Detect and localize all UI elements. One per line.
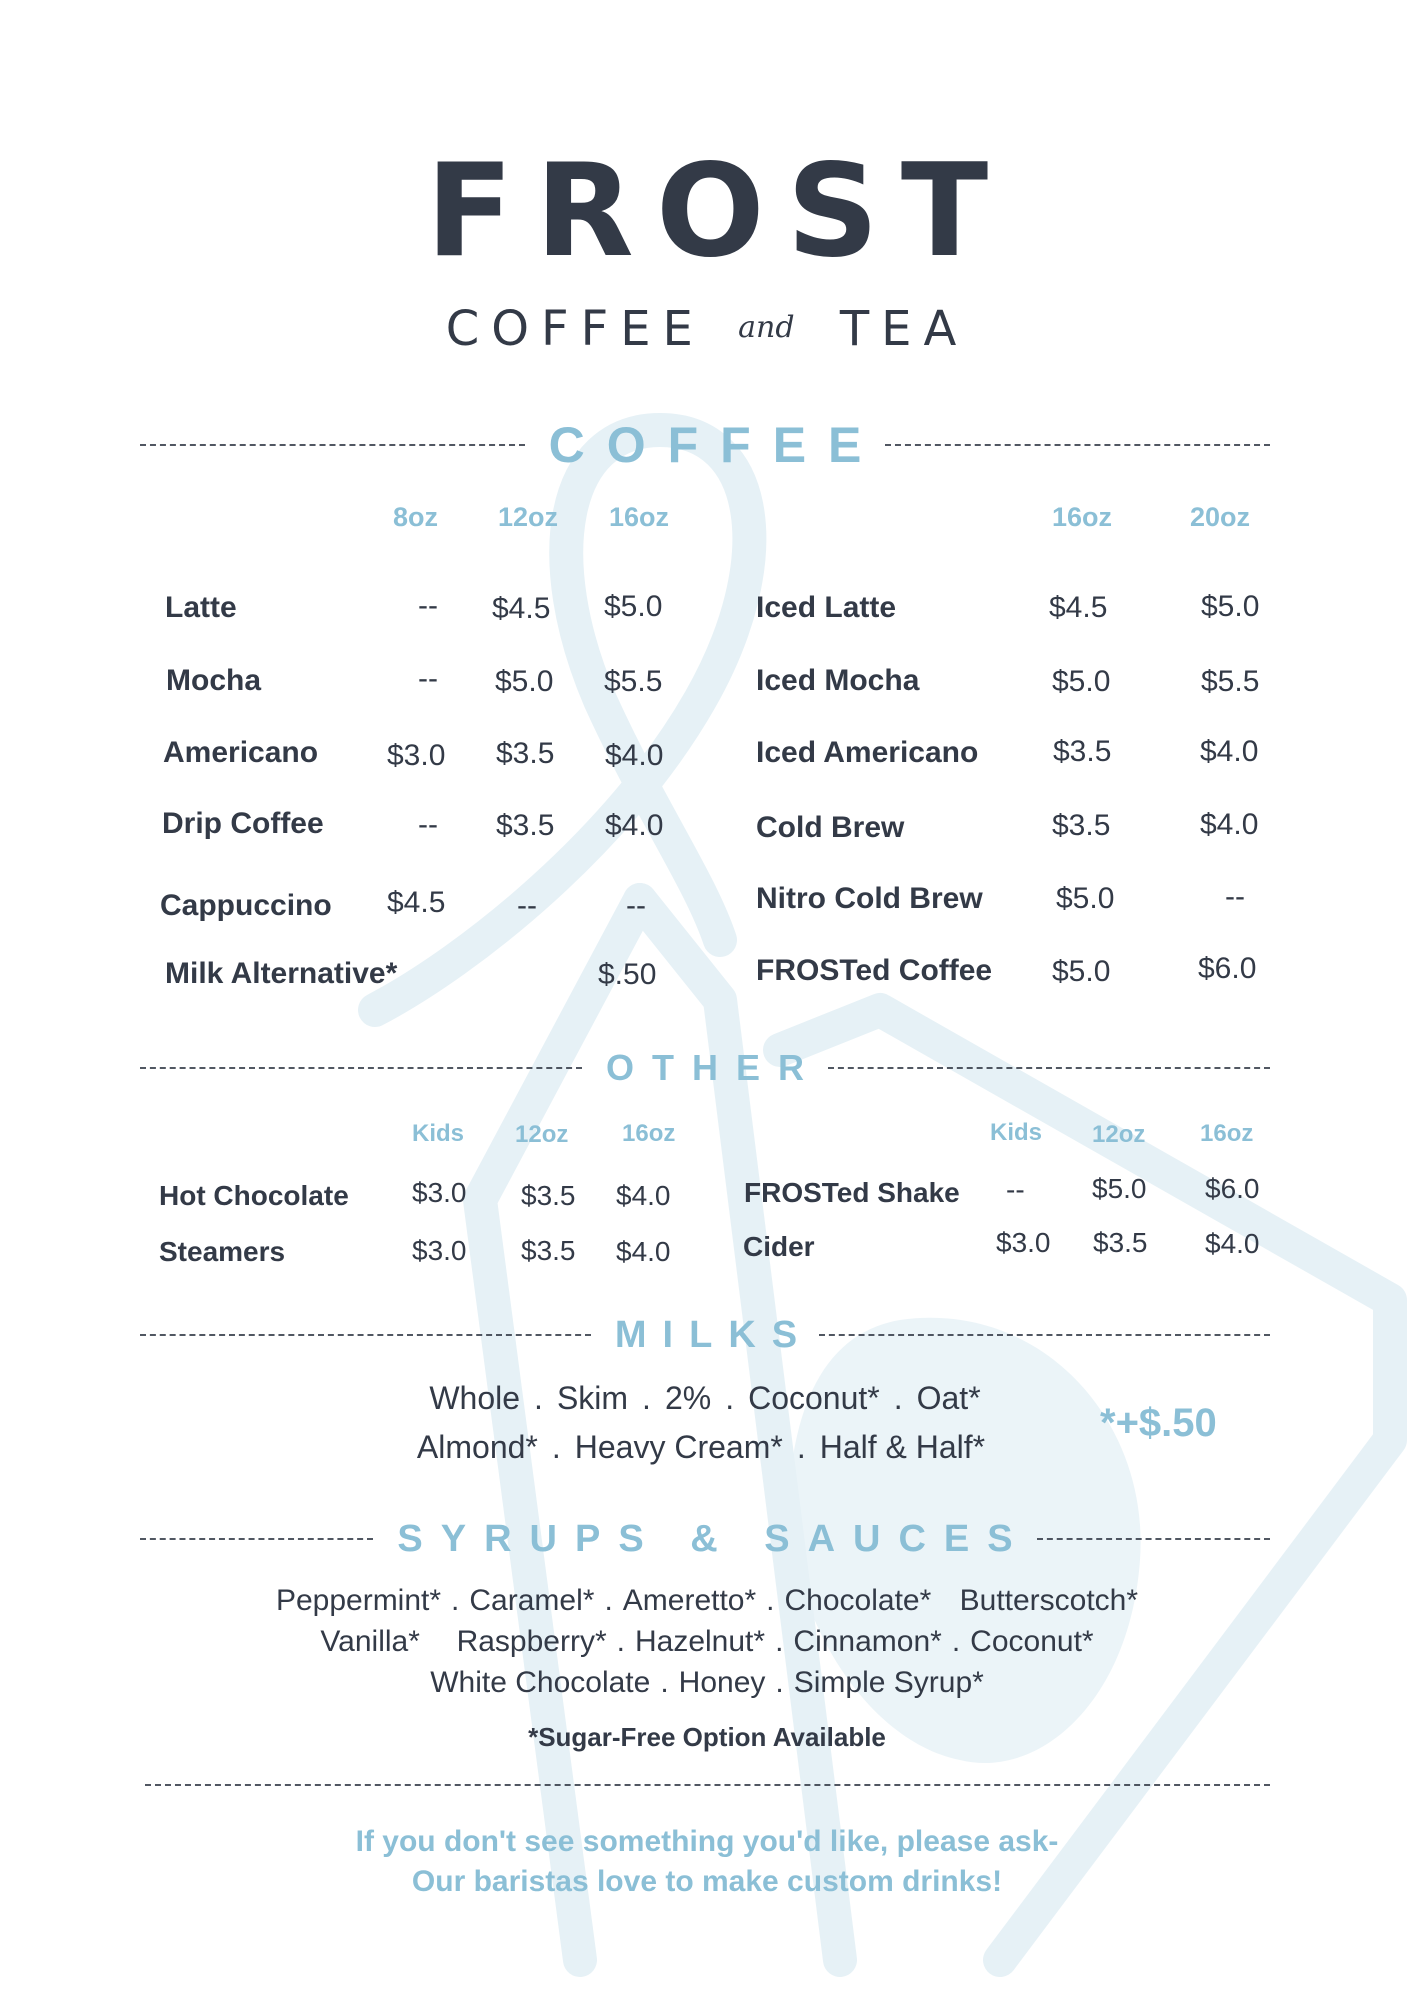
price: -- — [1006, 1174, 1025, 1205]
subtitle-tea: TEA — [839, 301, 969, 357]
dashed-rule — [140, 1067, 582, 1069]
price: $5.0 — [604, 590, 663, 623]
brand-subtitle — [0, 301, 1414, 357]
price: $5.0 — [1052, 665, 1111, 698]
menu-item: Latte — [165, 591, 237, 624]
menu-item: FROSTed Coffee — [756, 954, 993, 987]
price: $4.0 — [1200, 808, 1259, 841]
price: -- — [418, 589, 438, 622]
price: $4.0 — [1200, 735, 1259, 768]
syrup-option: Hazelnut* — [634, 1625, 766, 1658]
milk-option: Whole — [429, 1380, 521, 1416]
price: $3.0 — [412, 1177, 467, 1208]
syrup-option: Honey — [678, 1666, 766, 1699]
size-header: 12oz — [515, 1121, 569, 1148]
price: $5.0 — [1056, 882, 1115, 915]
footer-line-1: If you don't see something you'd like, please ask- — [355, 1825, 1059, 1858]
price: $3.5 — [496, 809, 555, 842]
syrup-option: White Chocolate — [430, 1666, 651, 1699]
price: $3.0 — [996, 1227, 1051, 1258]
milk-option: Coconut* — [748, 1380, 880, 1416]
milk-option: Half & Half* — [819, 1429, 986, 1465]
syrup-option: Peppermint* — [275, 1584, 442, 1617]
menu-item: Nitro Cold Brew — [756, 882, 983, 915]
other-title: OTHER — [606, 1047, 822, 1088]
price: $3.5 — [1053, 735, 1112, 768]
syrup-option: Cinnamon* — [793, 1625, 942, 1658]
menu-item: Americano — [163, 736, 319, 769]
dashed-rule — [819, 1334, 1270, 1336]
price: $5.5 — [1201, 665, 1260, 698]
size-header: 16oz — [1200, 1120, 1254, 1147]
price: -- — [517, 889, 537, 922]
milk-option: Heavy Cream* — [574, 1429, 783, 1465]
syrup-line-3: White Chocolate . Honey . Simple Syrup* — [430, 1666, 984, 1699]
other-section-header — [140, 1047, 1270, 1088]
milk-option: Almond* — [416, 1429, 538, 1465]
menu-item: Hot Chocolate — [159, 1180, 349, 1211]
menu-item: Drip Coffee — [162, 807, 324, 840]
milk-option: Oat* — [916, 1380, 981, 1416]
price: $5.0 — [1092, 1173, 1147, 1204]
syrup-line-1: Peppermint* . Caramel* . Ameretto* . Chocolate* Butterscotch* — [275, 1584, 1139, 1617]
price: $6.0 — [1205, 1173, 1260, 1204]
price: $5.0 — [495, 665, 554, 698]
syrup-option: Butterscotch* — [959, 1584, 1139, 1617]
brand-name: FROST — [425, 137, 1011, 286]
price: -- — [418, 662, 438, 695]
dashed-rule — [145, 1784, 1270, 1786]
price: $3.5 — [1052, 809, 1111, 842]
price: $5.0 — [1201, 590, 1260, 623]
dashed-rule — [140, 444, 525, 446]
price: $4.0 — [1205, 1228, 1260, 1259]
syrups-title: SYRUPS & SAUCES — [397, 1518, 1031, 1560]
menu-item: Iced Americano — [756, 736, 979, 769]
syrup-line-2: Vanilla* Raspberry* . Hazelnut* . Cinnamon* . Coconut* — [320, 1625, 1094, 1658]
price: $4.5 — [492, 592, 551, 625]
syrup-option: Chocolate* — [784, 1584, 932, 1617]
syrup-option: Coconut* — [970, 1625, 1094, 1658]
price: $5.0 — [1052, 955, 1111, 988]
dashed-rule — [828, 1067, 1270, 1069]
size-header: 16oz — [1052, 502, 1113, 532]
price: $3.5 — [521, 1180, 576, 1211]
menu-item: Iced Mocha — [756, 664, 920, 697]
menu-item: FROSTed Shake — [744, 1177, 960, 1208]
menu-item: Iced Latte — [756, 591, 897, 624]
price: $3.5 — [1093, 1227, 1148, 1258]
price: -- — [1225, 880, 1245, 913]
syrup-option: Caramel* — [469, 1584, 595, 1617]
dashed-rule — [140, 1334, 591, 1336]
price: $4.5 — [1049, 591, 1108, 624]
size-header: Kids — [412, 1120, 465, 1147]
sugar-free-note: *Sugar-Free Option Available — [528, 1722, 886, 1752]
coffee-title: COFFEE — [548, 417, 884, 473]
milk-options-line-2: Almond* . Heavy Cream* . Half & Half* — [416, 1429, 986, 1465]
dashed-rule — [885, 444, 1270, 446]
price: -- — [418, 808, 438, 841]
menu-item: Steamers — [159, 1236, 286, 1267]
milk-surcharge: *+$.50 — [1100, 1401, 1217, 1445]
size-header: 16oz — [609, 502, 670, 532]
price: $4.0 — [605, 809, 664, 842]
milks-title: MILKS — [614, 1314, 814, 1356]
price: $4.5 — [387, 886, 446, 919]
menu-item: Cold Brew — [756, 811, 905, 844]
price: $4.0 — [605, 739, 664, 772]
price: $5.5 — [604, 665, 663, 698]
price: $.50 — [598, 958, 657, 991]
menu-item: Cappuccino — [160, 889, 332, 922]
milk-option: 2% — [664, 1380, 712, 1416]
coffee-section-header — [140, 417, 1270, 473]
price: $3.0 — [412, 1235, 467, 1266]
size-header: 20oz — [1190, 502, 1251, 532]
subtitle-coffee: COFFEE — [445, 301, 705, 357]
subtitle-and: and — [738, 310, 795, 345]
syrup-option: Ameretto* — [622, 1584, 757, 1617]
milk-option: Skim — [556, 1380, 629, 1416]
price: $4.0 — [616, 1180, 671, 1211]
syrup-option: Vanilla* — [320, 1625, 420, 1658]
price: $6.0 — [1198, 952, 1257, 985]
size-header: 16oz — [622, 1120, 676, 1147]
syrup-option: Simple Syrup* — [793, 1666, 984, 1699]
size-header: 12oz — [1092, 1121, 1146, 1148]
price: $3.5 — [521, 1235, 576, 1266]
price: $3.0 — [387, 739, 446, 772]
size-header: 12oz — [498, 502, 559, 532]
menu-item: Cider — [743, 1231, 815, 1262]
milk-options-line-1: Whole . Skim . 2% . Coconut* . Oat* — [429, 1380, 981, 1416]
price: $4.0 — [616, 1236, 671, 1267]
price: -- — [626, 889, 646, 922]
menu-item: Mocha — [166, 664, 262, 697]
dashed-rule — [1037, 1538, 1270, 1540]
footer-line-2: Our baristas love to make custom drinks! — [411, 1865, 1003, 1898]
size-header: 8oz — [393, 502, 439, 532]
dashed-rule — [140, 1538, 373, 1540]
size-header: Kids — [990, 1119, 1043, 1146]
syrups-section-header — [140, 1520, 1270, 1558]
syrup-option: Raspberry* — [456, 1625, 607, 1658]
price: $3.5 — [496, 737, 555, 770]
menu-item: Milk Alternative* — [165, 957, 398, 990]
milks-section-header — [140, 1316, 1270, 1354]
